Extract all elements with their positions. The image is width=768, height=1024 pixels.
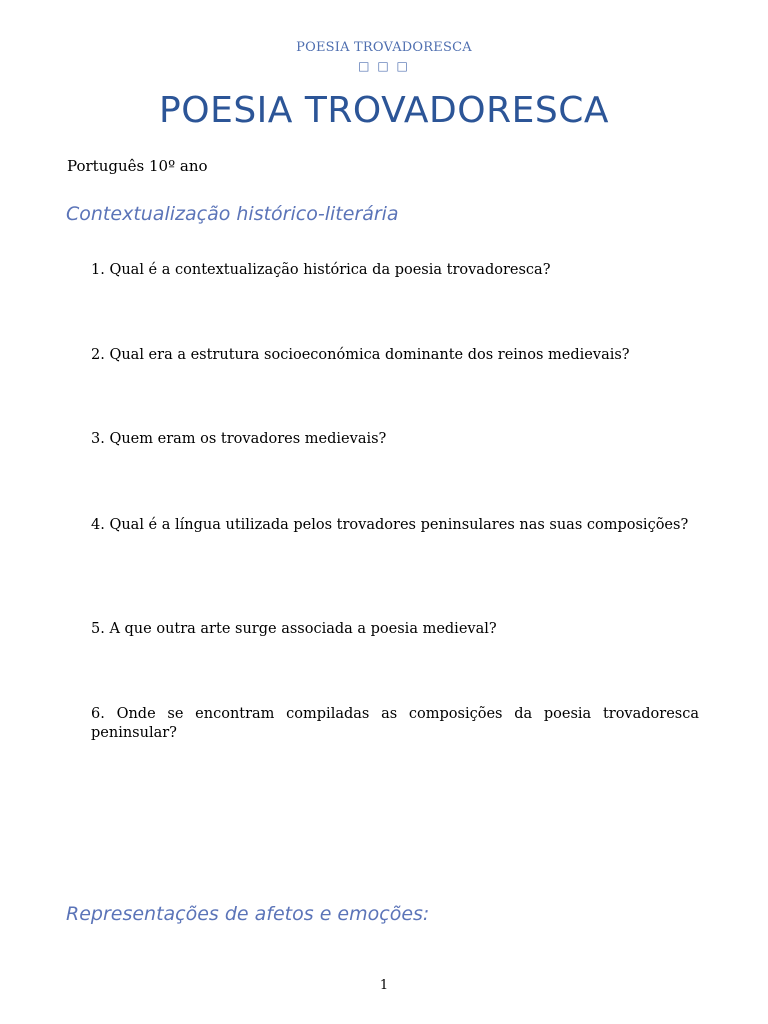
question-4: 4. Qual é a língua utilizada pelos trovadores peninsulares nas suas composições? [91, 517, 689, 533]
section-heading-context: Contextualização histórico-literária [66, 203, 399, 225]
page-title: POESIA TROVADORESCA [159, 90, 609, 131]
question-5: 5. A que outra arte surge associada a poesia medieval? [91, 621, 497, 637]
section-heading-affections: Representações de afetos e emoções: [66, 903, 430, 925]
question-1: 1. Qual é a contextualização histórica da poesia trovadoresca? [91, 262, 551, 278]
page-number: 1 [379, 978, 389, 993]
running-header: POESIA TROVADORESCA [296, 40, 472, 55]
question-6: 6. Onde se encontram compiladas as composições da poesia trovadoresca peninsular? [91, 706, 699, 741]
course-subtitle: Português 10º ano [67, 157, 208, 175]
question-3: 3. Quem eram os trovadores medievais? [91, 431, 387, 447]
question-2: 2. Qual era a estrutura socioeconómica dominante dos reinos medievais? [91, 347, 630, 363]
header-glyph-placeholders: □ □ □ [358, 59, 410, 73]
